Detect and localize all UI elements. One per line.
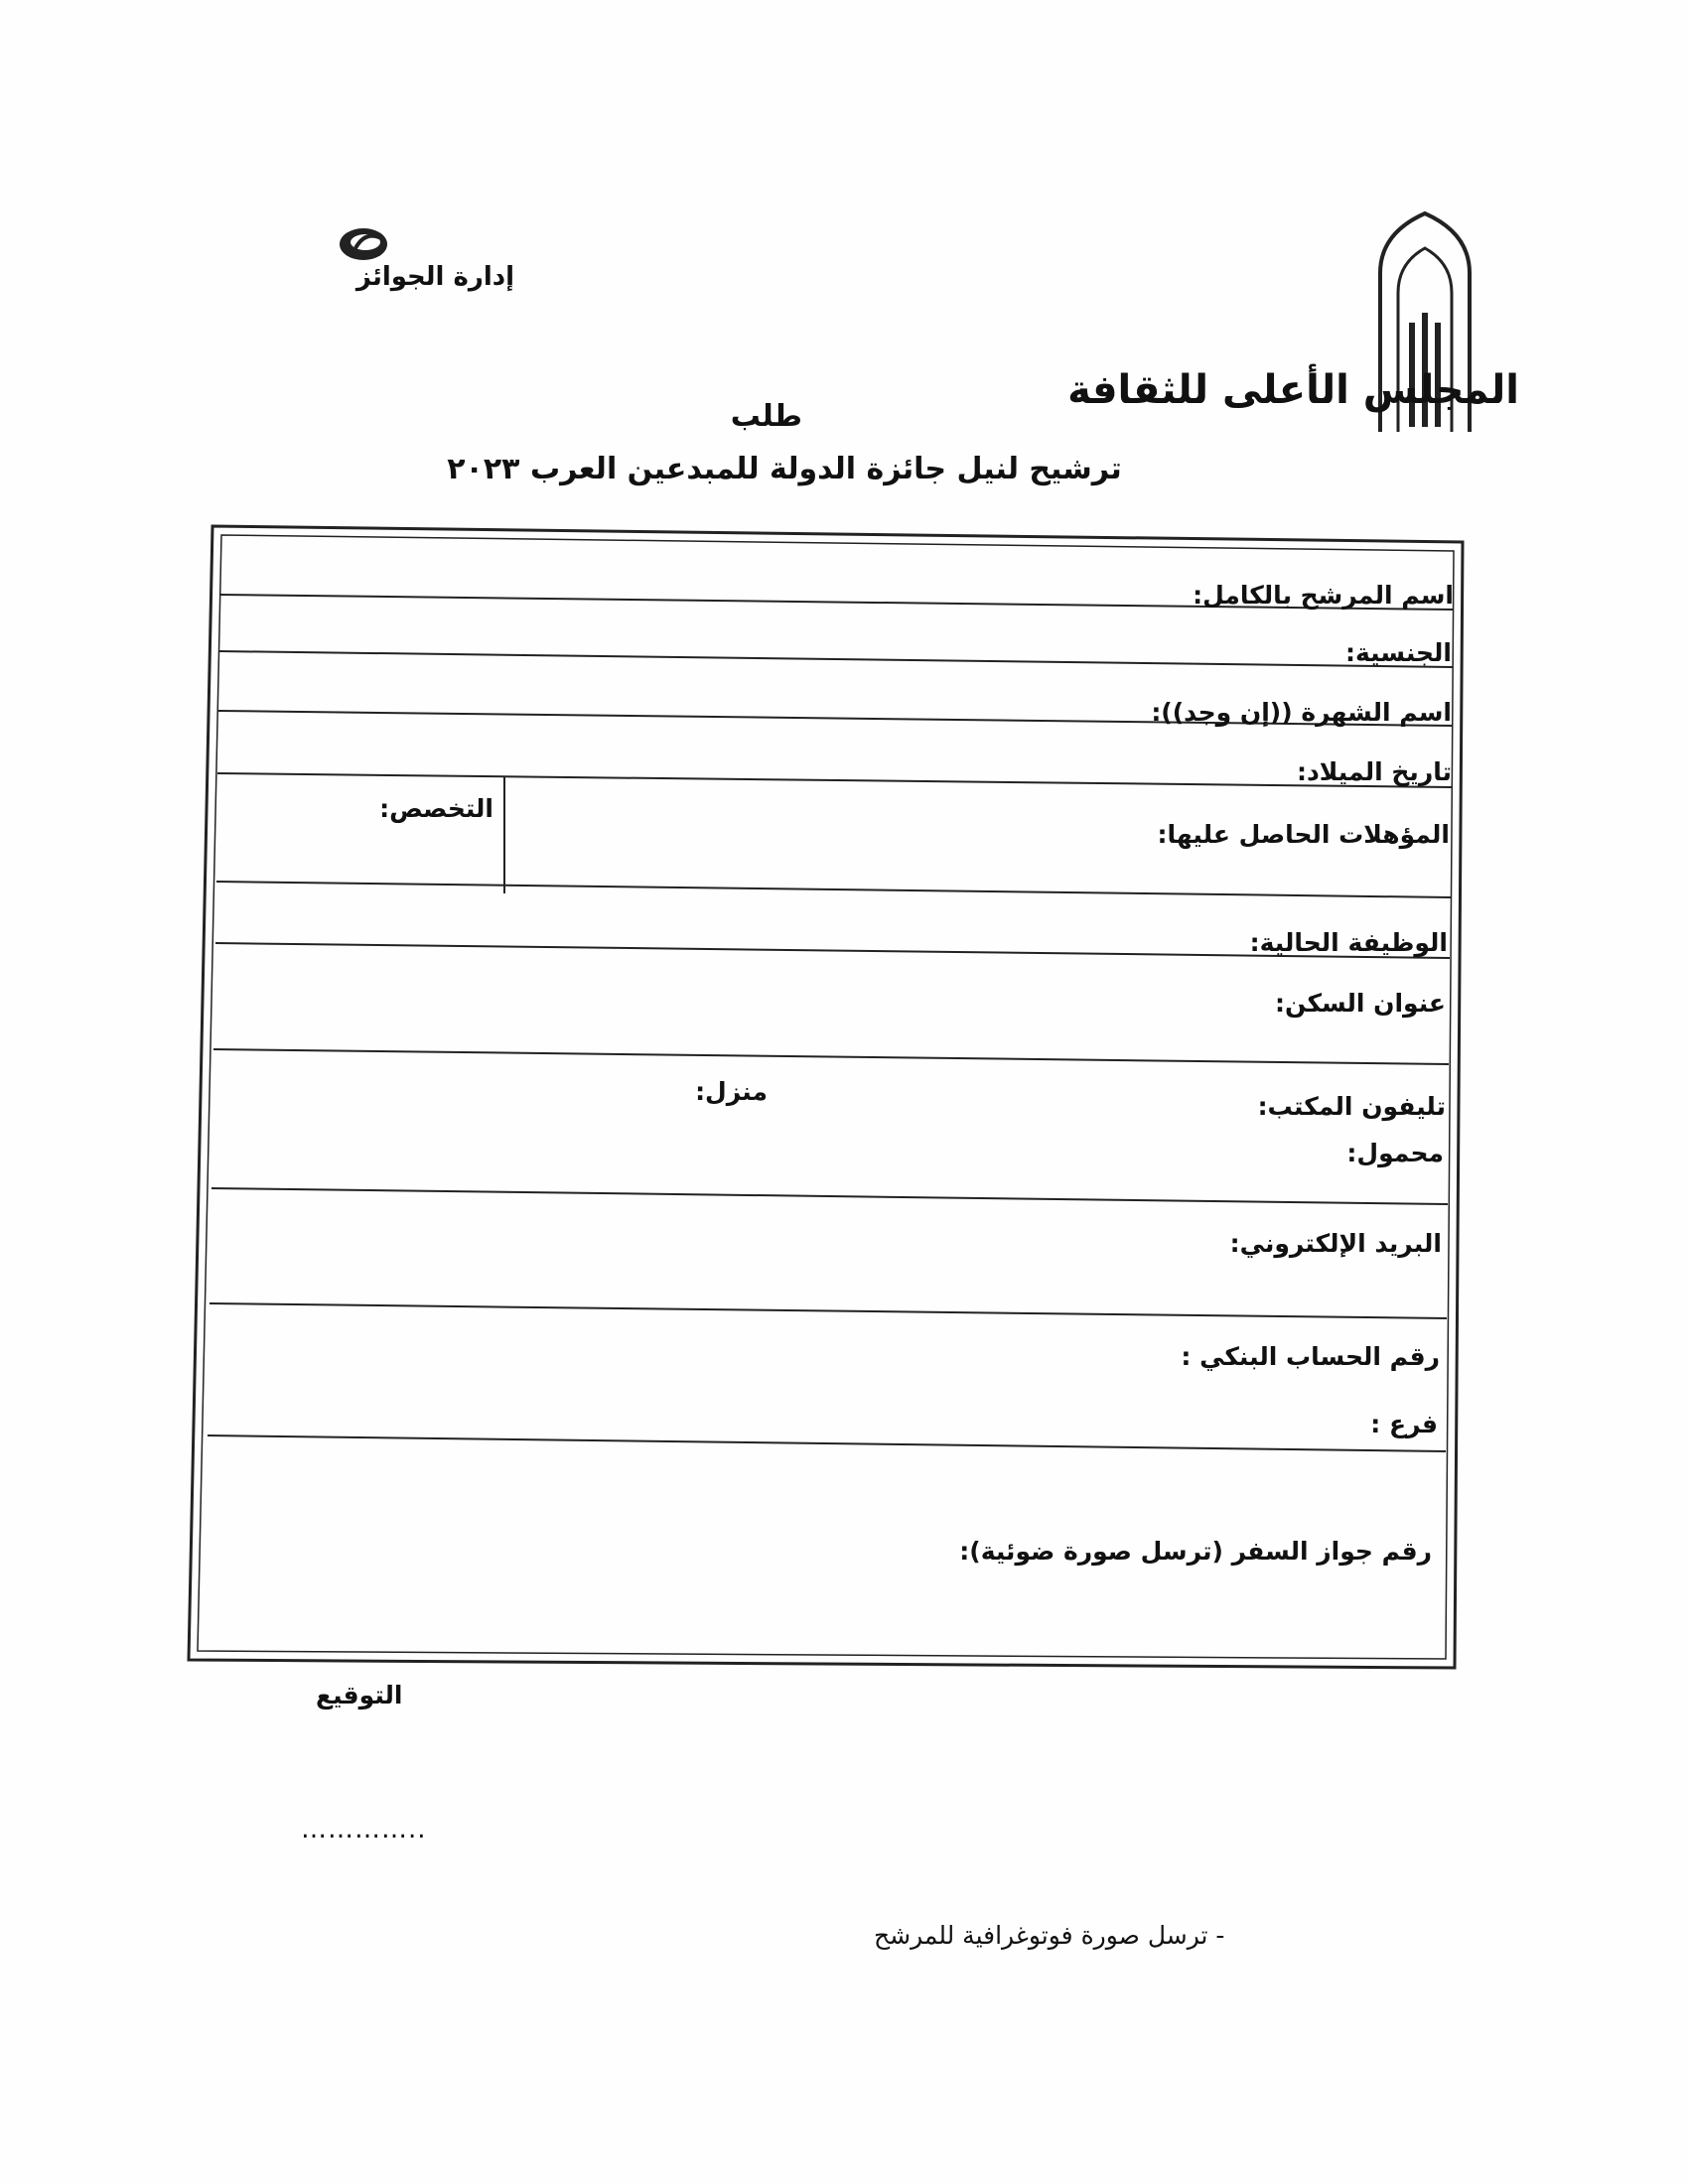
branch-label: فرع : bbox=[1370, 1410, 1438, 1438]
qualifications-label: المؤهلات الحاصل عليها: bbox=[1157, 820, 1450, 849]
mobile-label: محمول: bbox=[1346, 1139, 1444, 1167]
bank-account-label: رقم الحساب البنكي : bbox=[1181, 1342, 1440, 1371]
form-title: ترشيح لنيل جائزة الدولة للمبدعين العرب ٢٠٢٣ bbox=[447, 452, 1122, 486]
fame-name-label: اسم الشهرة ((إن وجد)): bbox=[1151, 698, 1452, 727]
passport-label: رقم جواز السفر (ترسل صورة ضوئية): bbox=[959, 1537, 1432, 1566]
home-phone-label: منزل: bbox=[695, 1077, 768, 1106]
office-phone-label: تليفون المكتب: bbox=[1257, 1092, 1446, 1121]
prizes-administration-logo bbox=[316, 220, 514, 310]
prizes-logo-text: إدارة الجوائز bbox=[355, 262, 514, 292]
email-label: البريد الإلكتروني: bbox=[1229, 1229, 1442, 1258]
birth-date-label: تاريخ الميلاد: bbox=[1296, 757, 1452, 786]
current-job-label: الوظيفة الحالية: bbox=[1249, 928, 1448, 957]
full-name-label: اسم المرشح بالكامل: bbox=[1193, 581, 1454, 610]
signature-line: ………….. bbox=[301, 1815, 427, 1844]
nationality-label: الجنسية: bbox=[1345, 638, 1452, 667]
specialization-label: التخصص: bbox=[379, 794, 493, 823]
home-address-label: عنوان السكن: bbox=[1275, 989, 1446, 1018]
signature-label: التوقيع bbox=[316, 1681, 403, 1709]
form-title-word: طلب bbox=[730, 399, 802, 434]
photo-note: - ترسل صورة فوتوغرافية للمرشح bbox=[874, 1921, 1225, 1950]
council-logo-text: المجلس الأعلى للثقافة bbox=[1067, 367, 1519, 413]
